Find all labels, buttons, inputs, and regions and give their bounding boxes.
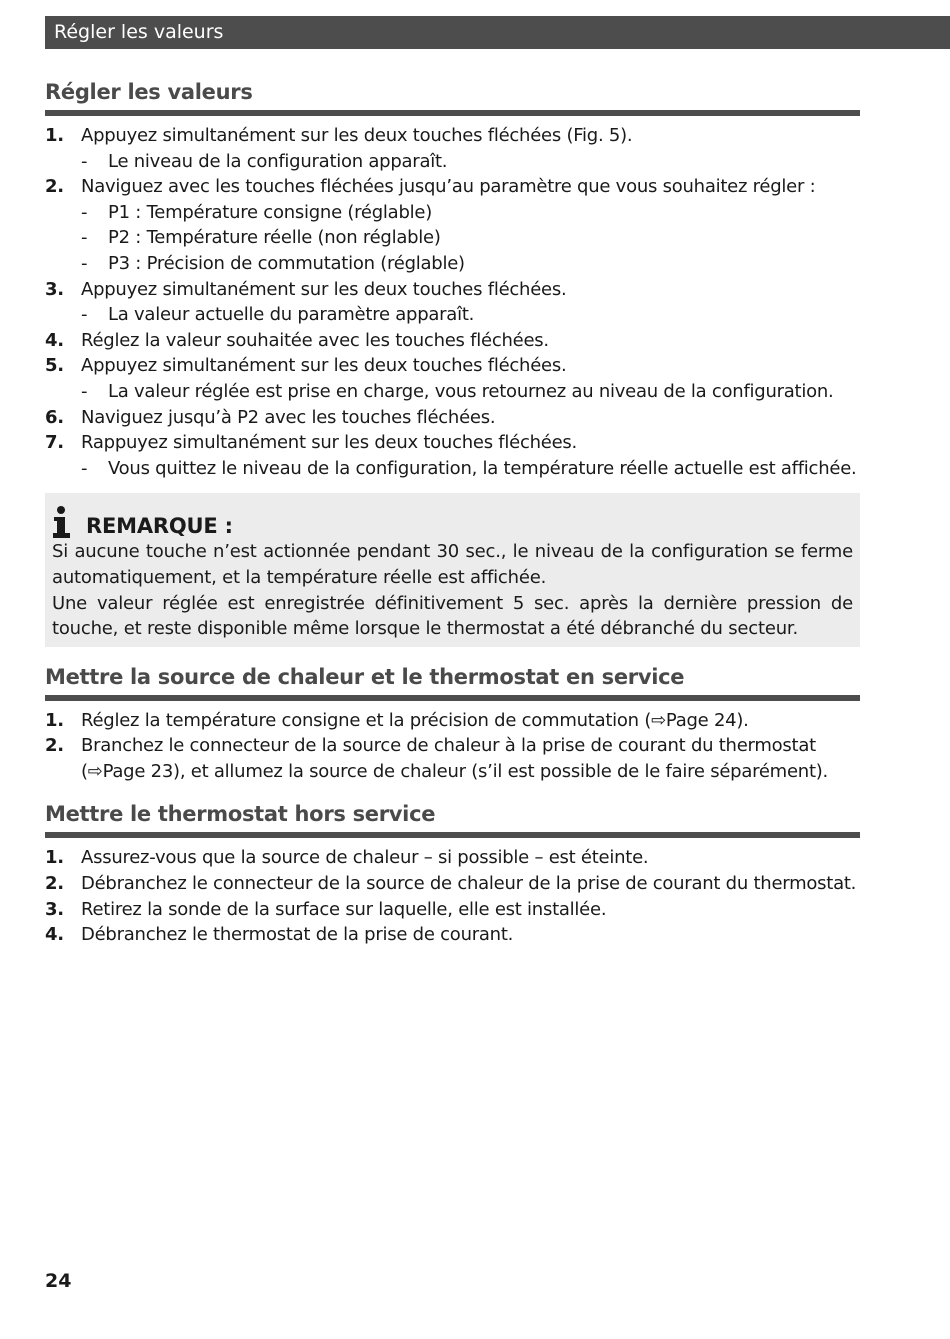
remark-box xyxy=(45,493,860,646)
dash-bullet: - xyxy=(81,252,88,274)
sub-item-text: La valeur réglée est prise en charge, vous retournez au niveau de la configuration. xyxy=(108,380,834,402)
sub-list xyxy=(81,379,860,405)
step-text: Débranchez le thermostat de la prise de courant. xyxy=(81,924,514,946)
step-number: 2. xyxy=(45,176,64,198)
step-text: Appuyez simultanément sur les deux touches fléchées. xyxy=(81,355,567,377)
sub-item xyxy=(81,225,860,251)
step-item xyxy=(45,845,860,871)
page-content xyxy=(45,80,860,948)
dash-bullet: - xyxy=(81,380,88,402)
step-number: 4. xyxy=(45,329,64,351)
section-hors-service xyxy=(45,802,860,947)
sub-item-text: P3 : Précision de commutation (réglable) xyxy=(108,252,465,274)
step-text: Appuyez simultanément sur les deux touches fléchées. xyxy=(81,278,567,300)
section-mise-en-service xyxy=(45,665,860,785)
dash-bullet: - xyxy=(81,201,88,223)
sub-list xyxy=(81,149,860,175)
step-text: Réglez la température consigne et la précision de commutation (⇨Page 24). xyxy=(81,709,749,731)
section-title: Régler les valeurs xyxy=(45,80,860,116)
step-item xyxy=(45,353,860,404)
sub-item xyxy=(81,200,860,226)
step-text: Rappuyez simultanément sur les deux touches fléchées. xyxy=(81,432,578,454)
sub-item-text: La valeur actuelle du paramètre apparaît. xyxy=(108,304,475,326)
section-title: Mettre la source de chaleur et le thermostat en service xyxy=(45,665,860,701)
section-regler xyxy=(45,80,860,481)
sub-item xyxy=(81,251,860,277)
step-number: 3. xyxy=(45,898,64,920)
running-header xyxy=(45,16,950,49)
step-item xyxy=(45,733,860,784)
step-text: Naviguez jusqu’à P2 avec les touches fléchées. xyxy=(81,406,496,428)
sub-item xyxy=(81,456,860,482)
step-text: Branchez le connecteur de la source de chaleur à la prise de courant du thermostat (⇨Page 23), et allumez la source de chaleur (s’il est possible de le faire séparément). xyxy=(81,735,828,782)
step-text: Débranchez le connecteur de la source de chaleur de la prise de courant du thermostat. xyxy=(81,873,857,895)
sub-item-text: Le niveau de la configuration apparaît. xyxy=(108,150,448,172)
step-text: Retirez la sonde de la surface sur laquelle, elle est installée. xyxy=(81,898,607,920)
step-number: 3. xyxy=(45,278,64,300)
running-header-title: Régler les valeurs xyxy=(54,21,224,43)
step-item xyxy=(45,708,860,734)
step-text: Naviguez avec les touches fléchées jusqu’au paramètre que vous souhaitez régler : xyxy=(81,176,816,198)
dash-bullet: - xyxy=(81,457,88,479)
sub-list xyxy=(81,302,860,328)
step-number: 7. xyxy=(45,432,64,454)
dash-bullet: - xyxy=(81,304,88,326)
section-title: Mettre le thermostat hors service xyxy=(45,802,860,838)
step-item xyxy=(45,871,860,897)
step-number: 5. xyxy=(45,355,64,377)
step-item xyxy=(45,897,860,923)
step-item xyxy=(45,277,860,328)
step-item xyxy=(45,328,860,354)
remark-header xyxy=(52,501,853,539)
step-number: 1. xyxy=(45,709,64,731)
page-number: 24 xyxy=(45,1270,72,1292)
steps-list xyxy=(45,123,860,481)
info-icon xyxy=(52,505,72,539)
sub-item xyxy=(81,149,860,175)
sub-item-text: P1 : Température consigne (réglable) xyxy=(108,201,432,223)
remark-title: REMARQUE : xyxy=(86,514,233,539)
step-number: 6. xyxy=(45,406,64,428)
step-item xyxy=(45,123,860,174)
remark-paragraph: Une valeur réglée est enregistrée définitivement 5 sec. après la dernière pression de touche, et reste disponible même lorsque le thermostat a été débranché du secteur. xyxy=(52,592,853,640)
step-item xyxy=(45,174,860,276)
step-item xyxy=(45,405,860,431)
sub-list xyxy=(81,200,860,277)
dash-bullet: - xyxy=(81,227,88,249)
step-number: 1. xyxy=(45,125,64,146)
step-text: Réglez la valeur souhaitée avec les touches fléchées. xyxy=(81,329,549,351)
step-number: 4. xyxy=(45,924,64,946)
remark-paragraph: Si aucune touche n’est actionnée pendant 30 sec., le niveau de la configuration se ferme automatiquement, et la température réelle est affichée. xyxy=(52,541,853,588)
sub-item xyxy=(81,379,860,405)
sub-list xyxy=(81,456,860,482)
step-number: 2. xyxy=(45,735,64,757)
step-number: 2. xyxy=(45,873,64,895)
steps-list xyxy=(45,845,860,947)
step-number: 1. xyxy=(45,847,64,869)
step-text: Appuyez simultanément sur les deux touches fléchées (Fig. 5). xyxy=(81,125,633,146)
sub-item-text: P2 : Température réelle (non réglable) xyxy=(108,227,441,249)
sub-item-text: Vous quittez le niveau de la configuration, la température réelle actuelle est affichée. xyxy=(108,457,857,479)
dash-bullet: - xyxy=(81,150,88,172)
step-item xyxy=(45,430,860,481)
step-item xyxy=(45,922,860,948)
steps-list xyxy=(45,708,860,785)
step-text: Assurez-vous que la source de chaleur – si possible – est éteinte. xyxy=(81,847,649,869)
sub-item xyxy=(81,302,860,328)
